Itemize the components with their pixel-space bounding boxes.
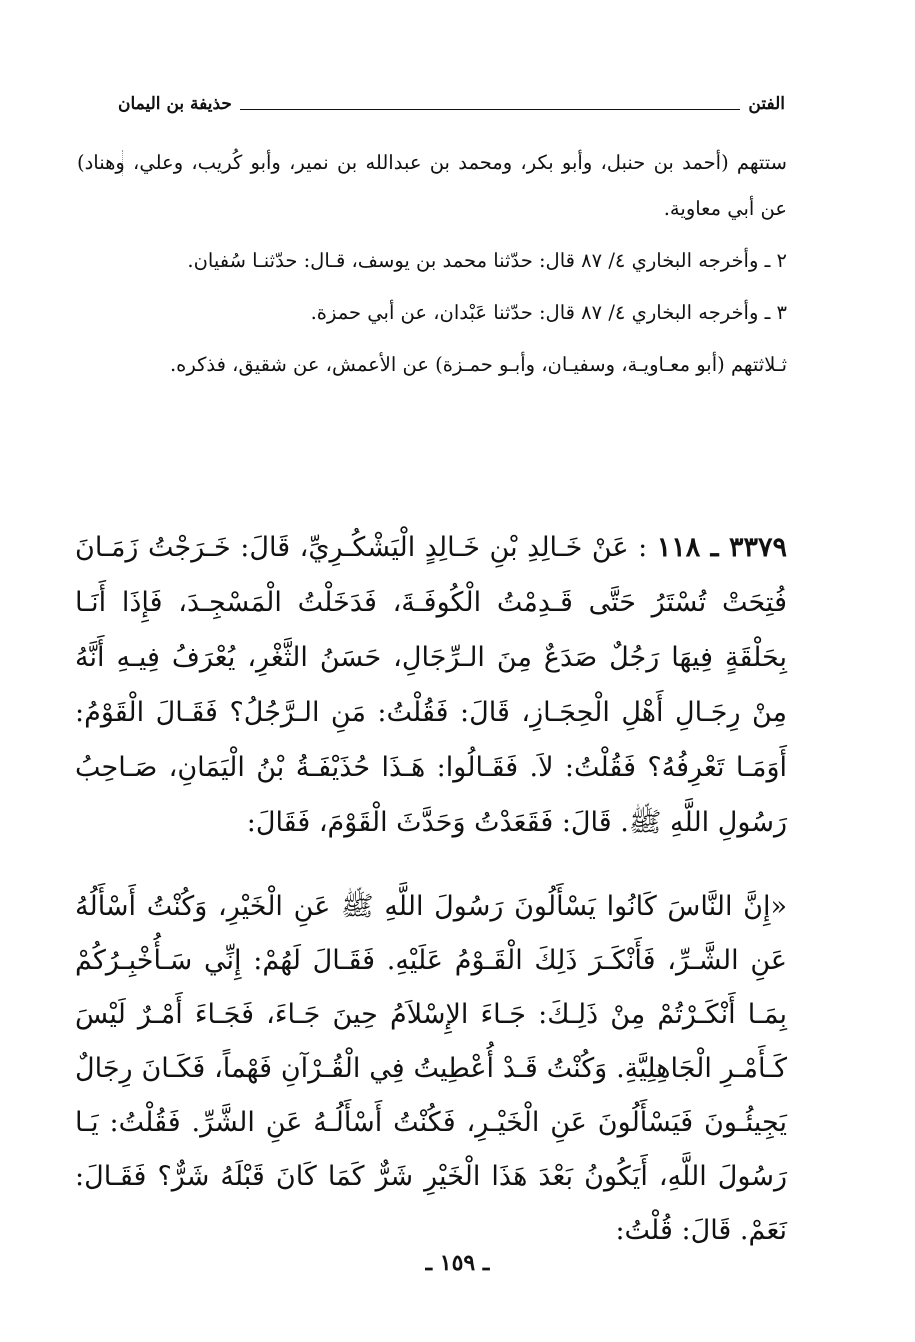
- header-rule: [240, 109, 741, 110]
- footnote-paragraph: ثـلاثتهم (أبو معـاويـة، وسفيـان، وأبـو حمـزة) عن الأعمش، عن شقيق، فذكره.: [169, 353, 787, 376]
- book-title: الفتن: [748, 94, 785, 114]
- footnote-paragraph: ٢ ـ وأخرجه البخاري ٤/ ٨٧ قال: حدّثنا محمد بن يوسف، قـال: حدّثنـا سُفيان.: [187, 249, 787, 272]
- footnote-paragraph: ٣ ـ وأخرجه البخاري ٤/ ٨٧ قال: حدّثنا عَبْدان، عن أبي حمزة.: [310, 301, 787, 324]
- quote-paragraph: «إِنَّ النَّاسَ كَانُوا يَسْأَلُونَ رَسُولَ اللَّهِ ﷺ عَنِ الْخَيْرِ، وَكُنْتُ أَسْأَلُهُ عَنِ الشَّـرِّ، فَأَنْكَـرَ ذَلِكَ الْقَـوْمُ عَلَيْهِ. فَقَـالَ لَهُمْ: إِنِّي سَـأُخْبِـرُكُمْ بِمَـا أَنْكَـرْتُمْ مِنْ ذَلِـكَ: جَـاءَ الإِسْلاَمُ حِينَ جَـاءَ، فَجَـاءَ أَمْـرٌ لَيْسَ كَـأَمْـرِ الْجَاهِلِيَّةِ. وَكُنْتُ قَـدْ أُعْطِيتُ فِي الْقُـرْآنِ فَهْماً، فَكَـانَ رِجَالٌ يَجِيئُـونَ فَيَسْأَلُونَ عَنِ الْخَيْـرِ، فَكُنْتُ أَسْأَلُـهُ عَنِ الشَّرِّ. فَقُلْتُ: يَـا رَسُولَ اللَّهِ، أَيَكُونُ بَعْدَ هَذَا الْخَيْرِ شَرٌّ كَمَا كَانَ قَبْلَهُ شَرٌّ؟ فَقَـالَ: نَعَمْ. قَالَ: قُلْتُ:: [75, 891, 787, 1246]
- chapter-title: حذيفة بن اليمان: [118, 94, 232, 114]
- running-header: [118, 88, 785, 114]
- hadith-quote: [75, 880, 787, 1258]
- hadith-body: [75, 520, 787, 850]
- hadith-number: ٣٣٧٩ ـ ١١٨: [656, 532, 787, 563]
- hadith-text: : عَنْ خَـالِدِ بْنِ خَـالِدٍ الْيَشْكُـرِيِّ، قَالَ: خَـرَجْتُ زَمَـانَ فُتِحَتْ تُسْتَرُ حَتَّى قَـدِمْتُ الْكُوفَـةَ، فَدَخَلْتُ الْمَسْجِـدَ، فَإِذَا أَنَـا بِحَلْقَةٍ فِيهَا رَجُلٌ صَدَعٌ مِنَ الـرِّجَالِ، حَسَنُ الثَّغْرِ، يُعْرَفُ فِيـهِ أَنَّهُ مِنْ رِجَـالِ أَهْلِ الْحِجَـازِ، قَالَ: فَقُلْتُ: مَنِ الـرَّجُلُ؟ فَقَـالَ الْقَوْمُ: أَوَمَـا تَعْرِفُهُ؟ فَقُلْتُ: لاَ. فَقَـالُوا: هَـذَا حُذَيْفَـةُ بْنُ الْيَمَانِ، صَـاحِبُ رَسُولِ اللَّهِ ﷺ. قَالَ: فَقَعَدْتُ وَحَدَّثَ الْقَوْمَ، فَقَالَ:: [75, 532, 787, 838]
- page-number: ـ ١٥٩ ـ: [425, 1250, 490, 1276]
- footnotes: [77, 140, 787, 394]
- footnote-paragraph: ستتهم (أحمد بن حنبل، وأبو بكر، ومحمد بن عبدالله بن نمير، وأبو كُريب، وعلي، وهناد) عن أبي معاوية.: [77, 151, 787, 220]
- hadith-paragraph: [75, 520, 787, 850]
